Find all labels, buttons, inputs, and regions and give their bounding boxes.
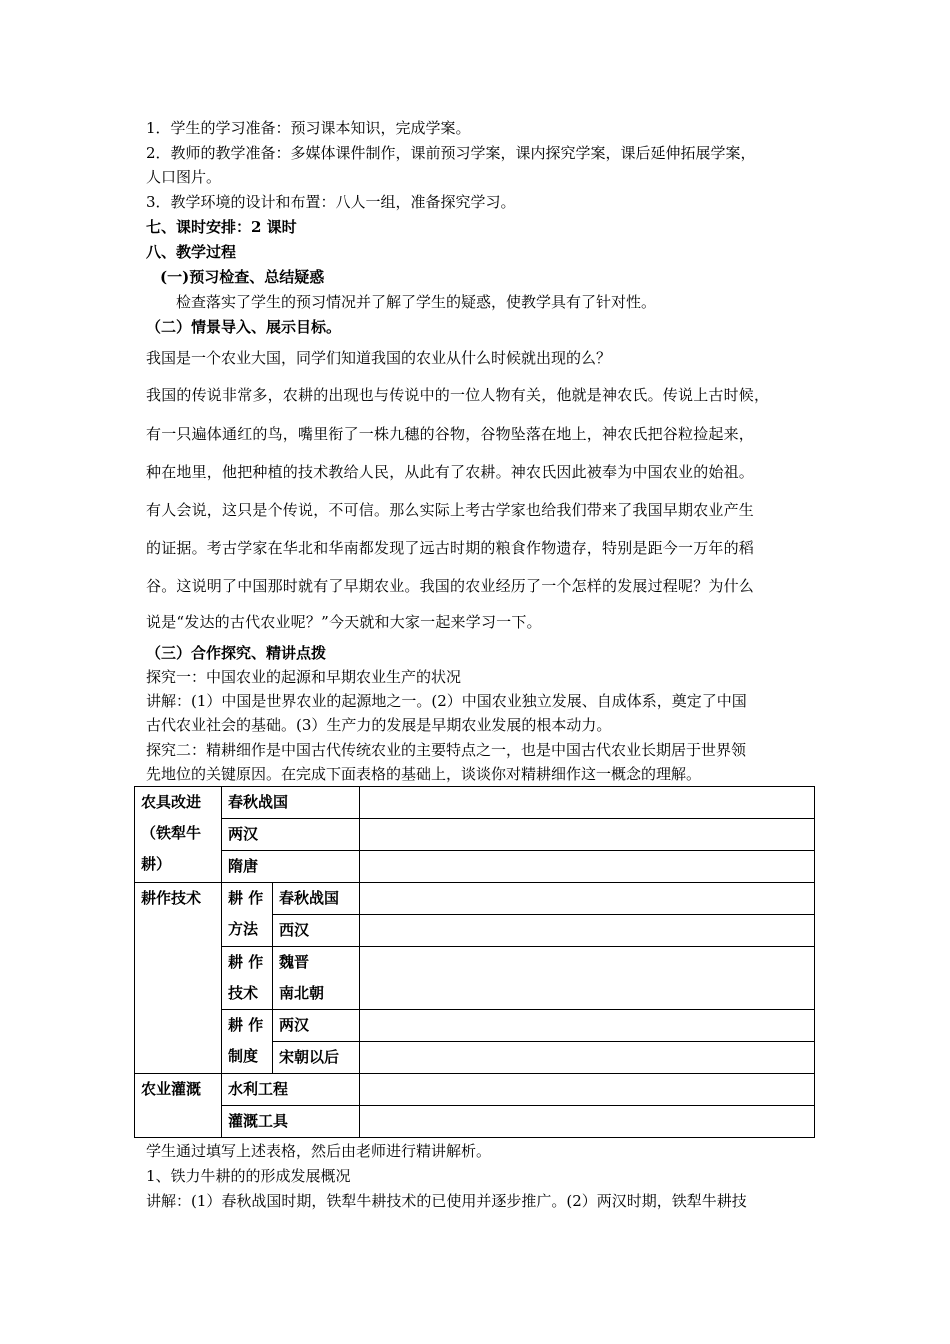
tech-category-cell: 耕作技术	[135, 883, 222, 1074]
answer-cell[interactable]	[360, 1042, 815, 1074]
after-summary: 学生通过填写上述表格，然后由老师进行精讲解析。	[146, 1142, 492, 1160]
section-8-heading: 八、教学过程	[146, 243, 237, 261]
part-2-line: 谷。这说明了中国那时就有了早期农业。我国的农业经历了一个怎样的发展过程呢？为什么	[146, 577, 755, 595]
table-row	[135, 787, 815, 819]
table-row	[135, 851, 815, 883]
explain-1-line: 古代农业社会的基础。(3）生产力的发展是早期农业发展的根本动力。	[146, 716, 612, 734]
prep-line-1: 1．学生的学习准备：预习课本知识，完成学案。	[146, 119, 471, 137]
section-7-heading: 七、课时安排：2 课时	[146, 218, 297, 236]
explain-1-line: 讲解：(1）中国是世界农业的起源地之一。(2）中国农业独立发展、自成体系，奠定了中国	[146, 692, 747, 710]
period-cell: 春秋战国	[222, 787, 360, 819]
method-subcategory-cell	[222, 883, 273, 947]
period-cell: 两汉	[222, 819, 360, 851]
answer-cell[interactable]	[360, 915, 815, 947]
inquiry-2-line: 先地位的关键原因。在完成下面表格的基础上，谈谈你对精耕细作这一概念的理解。	[146, 765, 702, 783]
table-row	[135, 1106, 815, 1138]
period-cell: 隋唐	[222, 851, 360, 883]
answer-cell[interactable]	[360, 819, 815, 851]
period-line: 南北朝	[279, 984, 325, 1002]
prep-line-2: 2．教师的教学准备：多媒体课件制作，课前预习学案，课内探究学案，课后延伸拓展学案，	[146, 144, 756, 162]
period-cell: 水利工程	[222, 1074, 360, 1106]
tools-category-cell	[135, 787, 222, 883]
table-row	[135, 1010, 815, 1042]
method-label-line: 耕 作	[228, 889, 264, 907]
part-2-line: 有人会说，这只是个传说，不可信。那么实际上考古学家也给我们带来了我国早期农业产生	[146, 501, 755, 519]
period-cell: 西汉	[273, 915, 360, 947]
part-2-line: 说是“发达的古代农业呢？”今天就和大家一起来学习一下。	[146, 613, 542, 631]
inquiry-2-line: 探究二：精耕细作是中国古代传统农业的主要特点之一，也是中国古代农业长期居于世界领	[146, 741, 747, 759]
part-1-heading: (一)预习检查、总结疑惑	[160, 268, 325, 286]
table-row	[135, 1074, 815, 1106]
period-cell: 宋朝以后	[273, 1042, 360, 1074]
part-3-heading: （三）合作探究、精讲点拨	[146, 644, 327, 662]
after-item-1: 1、铁力牛耕的的形成发展概况	[146, 1167, 351, 1185]
part-2-line: 种在地里，他把种植的技术教给人民，从此有了农耕。神农氏因此被奉为中国农业的始祖。	[146, 463, 755, 481]
part-2-line: 我国的传说非常多，农耕的出现也与传说中的一位人物有关，他就是神农氏。传说上古时候，	[146, 386, 770, 404]
irrigation-category-cell: 农业灌溉	[135, 1074, 222, 1138]
after-explain: 讲解：(1）春秋战国时期，铁犁牛耕技术的已使用并逐步推广。(2）两汉时期，铁犁牛耕技	[146, 1192, 747, 1210]
prep-line-4: 3．教学环境的设计和布置：八人一组，准备探究学习。	[146, 193, 516, 211]
answer-cell[interactable]	[360, 851, 815, 883]
period-cell: 两汉	[273, 1010, 360, 1042]
system-label-line: 制度	[228, 1047, 259, 1065]
inquiry-1: 探究一：中国农业的起源和早期农业生产的状况	[146, 668, 462, 686]
table-row	[135, 819, 815, 851]
prep-line-3: 人口图片。	[146, 168, 222, 186]
answer-cell[interactable]	[360, 787, 815, 819]
system-label-line: 耕 作	[228, 1016, 264, 1034]
tools-label-line: 农具改进	[141, 793, 202, 811]
tools-label-line: （铁犁牛	[141, 824, 202, 842]
skill-label-line: 技术	[228, 984, 259, 1002]
agriculture-table	[134, 786, 815, 1138]
skill-subcategory-cell	[222, 947, 273, 1010]
skill-label-line: 耕 作	[228, 953, 264, 971]
period-cell: 灌溉工具	[222, 1106, 360, 1138]
answer-cell[interactable]	[360, 1010, 815, 1042]
period-cell: 春秋战国	[273, 883, 360, 915]
answer-cell[interactable]	[360, 947, 815, 1010]
part-2-line: 的证据。考古学家在华北和华南都发现了远古时期的粮食作物遗存，特别是距今一万年的稻	[146, 539, 755, 557]
period-line: 魏晋	[279, 953, 310, 971]
part-2-question: 我国是一个农业大国，同学们知道我国的农业从什么时候就出现的么？	[146, 349, 612, 367]
part-2-line: 有一只遍体通红的鸟，嘴里衔了一株九穗的谷物，谷物坠落在地上，神农氏把谷粒捡起来，	[146, 425, 755, 443]
part-2-heading: （二）情景导入、展示目标。	[146, 318, 342, 336]
answer-cell[interactable]	[360, 1106, 815, 1138]
tools-label-line: 耕）	[141, 855, 172, 873]
part-1-text: 检查落实了学生的预习情况并了解了学生的疑惑，使教学具有了针对性。	[176, 293, 657, 311]
table-row	[135, 883, 815, 915]
method-label-line: 方法	[228, 920, 259, 938]
period-cell	[273, 947, 360, 1010]
system-subcategory-cell	[222, 1010, 273, 1074]
answer-cell[interactable]	[360, 883, 815, 915]
answer-cell[interactable]	[360, 1074, 815, 1106]
